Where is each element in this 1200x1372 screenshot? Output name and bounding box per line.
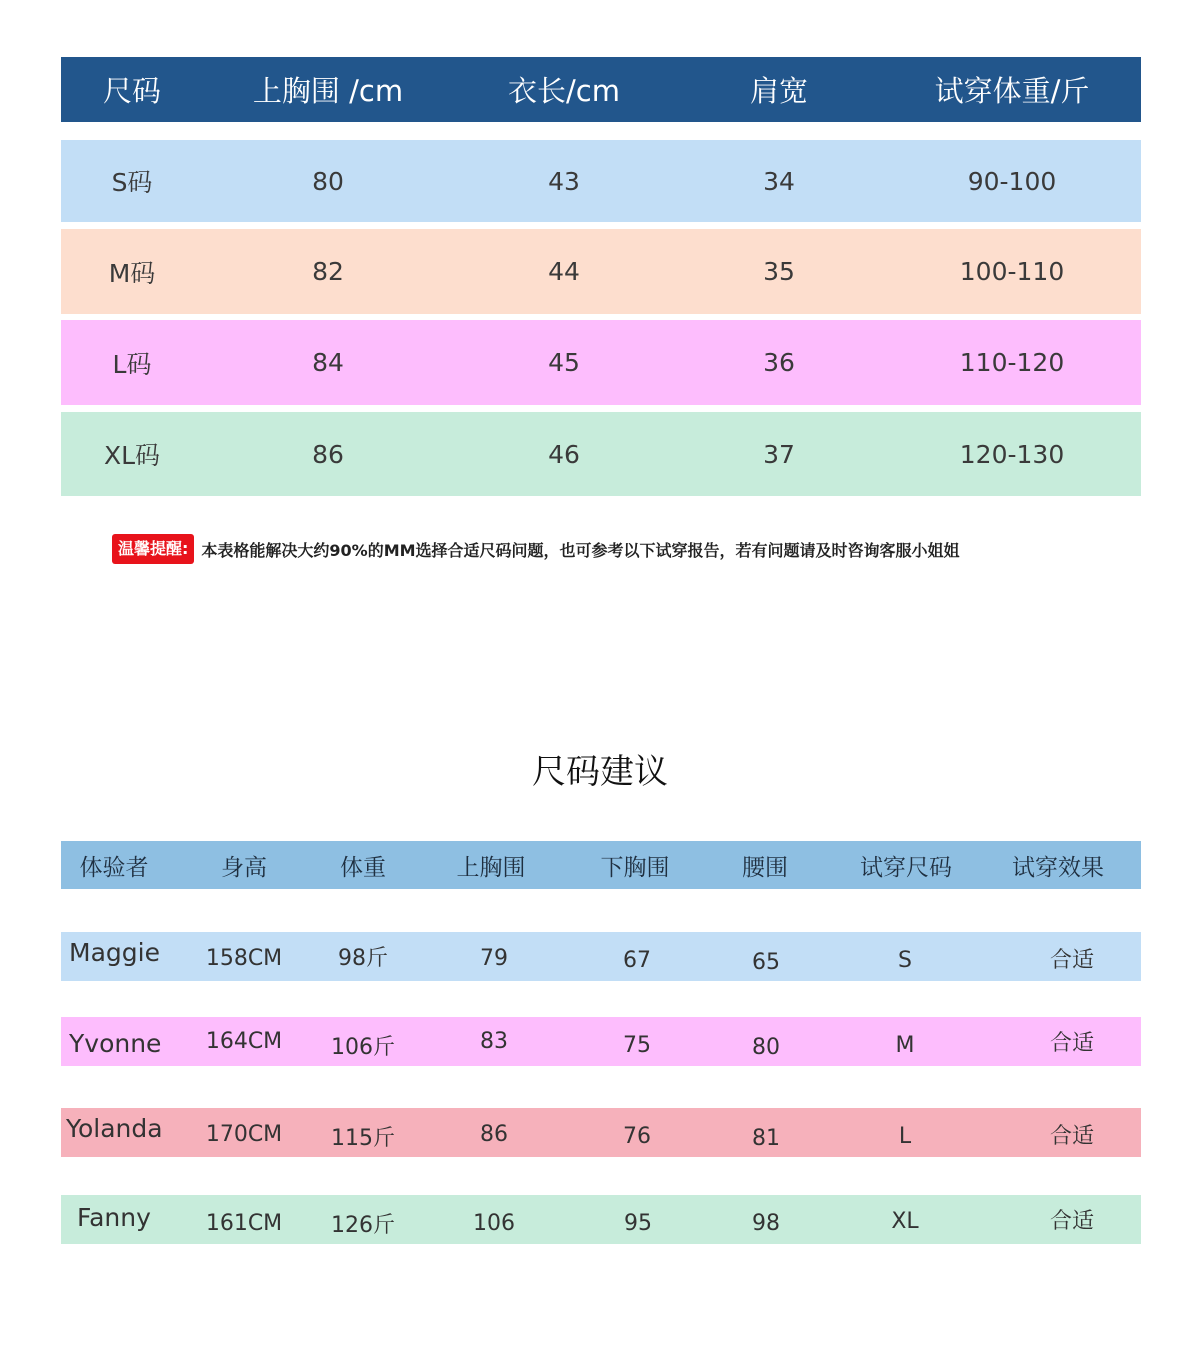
tryon-row-fanny [61, 1195, 1141, 1244]
bust-cell: 106 [473, 1211, 515, 1236]
header-weight: 试穿体重/斤 [934, 74, 1090, 108]
weight-cell: 90-100 [967, 166, 1057, 196]
size-cell: M码 [108, 258, 156, 288]
length-cell: 43 [548, 166, 580, 196]
weight-cell: 120-130 [959, 439, 1065, 469]
effect-cell: 合适 [1050, 1124, 1095, 1149]
shoulder-cell: 37 [763, 439, 795, 469]
tester-name: Fanny [77, 1203, 151, 1232]
length-cell: 46 [548, 439, 580, 469]
reminder-text: 本表格能解决大约90%的MM选择合适尺码问题，也可参考以下试穿报告，若有问题请及时咨询客服小姐姐 [201, 540, 960, 560]
header-height: 身高 [221, 854, 267, 881]
header-bust: 上胸围 [456, 854, 526, 881]
size-table-header [61, 57, 1141, 122]
bust-cell: 86 [312, 439, 344, 469]
waist-cell: 80 [752, 1035, 780, 1060]
size-cell: L码 [112, 349, 152, 379]
header-weight: 体重 [340, 854, 386, 881]
size-row-s [61, 140, 1141, 222]
header-size: 尺码 [102, 74, 161, 108]
shoulder-cell: 34 [763, 166, 795, 196]
header-bust: 上胸围 /cm [252, 74, 404, 108]
size-row-xl [61, 412, 1141, 496]
size-row-l [61, 320, 1141, 405]
underbust-cell: 75 [623, 1033, 651, 1058]
size-cell: XL码 [103, 441, 161, 470]
height-cell: 161CM [205, 1211, 283, 1236]
header-length: 衣长/cm [508, 74, 620, 108]
waist-cell: 65 [752, 950, 780, 975]
header-shoulder: 肩宽 [749, 74, 808, 108]
bust-cell: 83 [480, 1029, 508, 1054]
size-cell: L [898, 1124, 912, 1149]
weight-cell: 126斤 [331, 1213, 395, 1238]
weight-cell: 110-120 [959, 348, 1065, 377]
section-title: 尺码建议 [532, 752, 668, 792]
size-row-m [61, 229, 1141, 314]
shoulder-cell: 36 [763, 348, 795, 377]
tester-name: Maggie [69, 938, 160, 967]
tryon-table-header [61, 841, 1141, 889]
header-underbust: 下胸围 [600, 854, 670, 881]
effect-cell: 合适 [1050, 1031, 1095, 1056]
shoulder-cell: 35 [763, 257, 795, 286]
size-cell: M [895, 1033, 915, 1058]
bust-cell: 82 [312, 257, 344, 286]
waist-cell: 98 [752, 1211, 780, 1236]
weight-cell: 98斤 [338, 946, 388, 971]
bust-cell: 79 [480, 946, 508, 971]
tryon-row-maggie [61, 932, 1141, 981]
waist-cell: 81 [752, 1126, 780, 1151]
size-cell: XL [891, 1209, 919, 1234]
tester-name: Yvonne [69, 1029, 162, 1058]
tryon-row-yvonne [61, 1017, 1141, 1066]
header-tester: 体验者 [79, 854, 149, 881]
effect-cell: 合适 [1050, 1209, 1095, 1234]
weight-cell: 106斤 [331, 1035, 395, 1060]
effect-cell: 合适 [1050, 948, 1095, 973]
height-cell: 158CM [205, 946, 283, 971]
height-cell: 170CM [205, 1122, 283, 1147]
reminder-badge: 温馨提醒: [112, 534, 194, 564]
header-waist: 腰围 [742, 854, 788, 881]
bust-cell: 86 [480, 1122, 508, 1147]
underbust-cell: 76 [623, 1124, 651, 1149]
tester-name: Yolanda [66, 1114, 163, 1143]
underbust-cell: 67 [623, 948, 651, 973]
header-fit-effect: 试穿效果 [1012, 854, 1104, 881]
bust-cell: 84 [312, 348, 344, 377]
weight-cell: 100-110 [959, 257, 1065, 286]
length-cell: 45 [548, 348, 580, 377]
size-cell: S码 [111, 168, 153, 197]
tryon-row-yolanda [61, 1108, 1141, 1157]
header-tried-size: 试穿尺码 [860, 854, 952, 881]
size-cell: S [898, 948, 912, 973]
warm-reminder [112, 534, 960, 564]
underbust-cell: 95 [624, 1211, 652, 1236]
weight-cell: 115斤 [331, 1126, 395, 1151]
length-cell: 44 [548, 257, 580, 286]
height-cell: 164CM [205, 1029, 283, 1054]
bust-cell: 80 [312, 166, 344, 196]
